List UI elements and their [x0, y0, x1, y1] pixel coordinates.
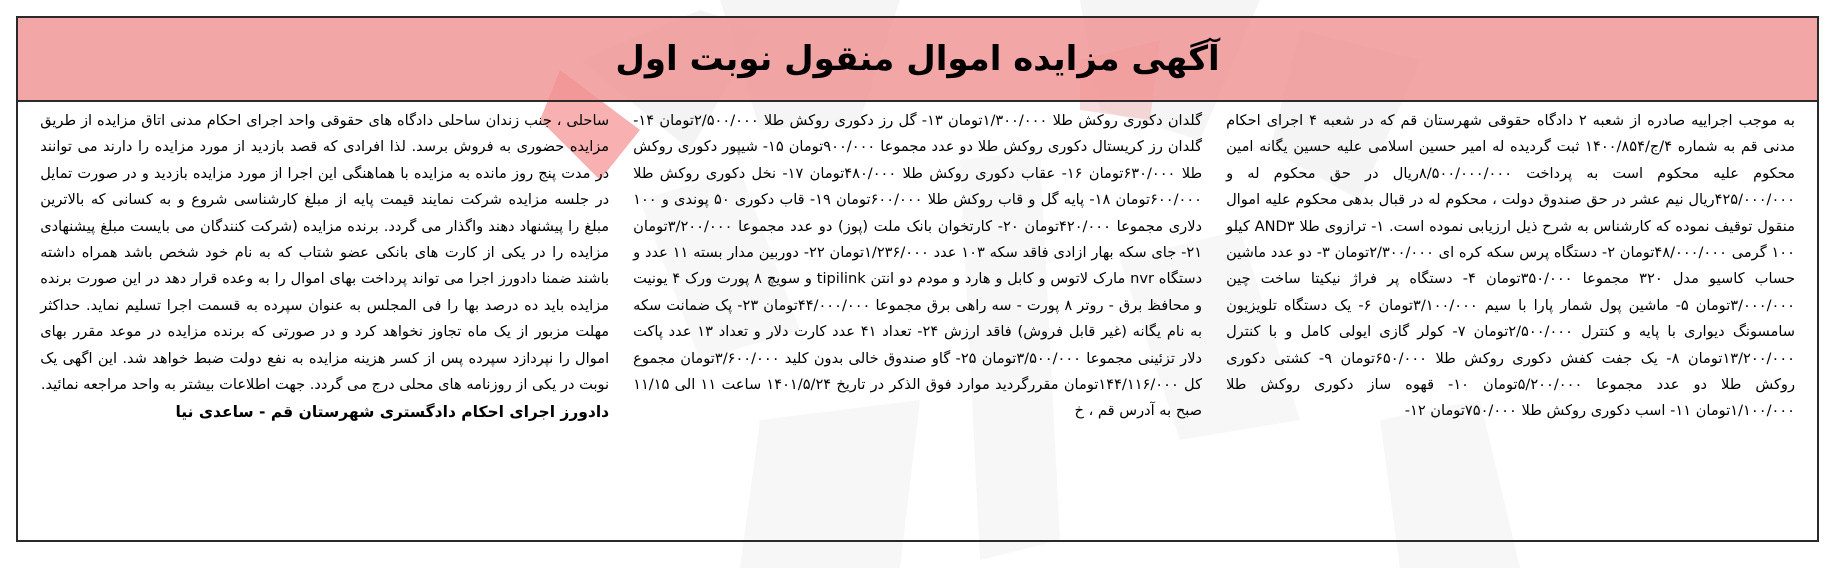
notice-title: آگهی مزایده اموال منقول نوبت اول [615, 39, 1220, 79]
column-right [1214, 108, 1807, 542]
column-middle [621, 108, 1214, 542]
column-left-text: ساحلی ، جنب زندان ساحلی دادگاه های حقوقی واحد اجرای احکام مدنی اتاق مزایده از طریق مزایده حضوری به فروش برسد. لذا افرادی که قصد بازدید از مورد مزایده را دارند می توانند در مدت پنج روز مانده به مزایده با هماهنگی این اجرا از مورد مزایده بازدید و در صورت تمایل در جلسه مزایده شرکت نمایند قیمت پایه از مبلغ کارشناسی شروع و به کسانی که بالاترین مبلغ را پیشنهاد دهند واگذار می گردد. برنده مزایده (شرکت کنندگان می بایست مبلغ پیشنهادی مزایده را در یکی از کارت های بانکی عضو شتاب که به نام خود شخص باشد همراه داشته باشند ضمنا دادورز اجرا می تواند پرداخت بهای اموال را به وعده قرار دهد در این صورت برنده مزایده باید ده درصد بها را فی المجلس به عنوان سپرده به قسمت اجرا تسلیم نماید. حداکثر مهلت مزبور از یک ماه تجاوز نخواهد کرد و در صورتی که برنده مزایده در موعد مقرر بهای اموال را نپردازد سپرده پس از کسر هزینه مزایده به نفع دولت ضبط خواهد شد. این اگهی یک نوبت در یکی از روزنامه های محلی درج می گردد. جهت اطلاعات بیشتر به واحد مراجعه نمائید. [40, 112, 610, 394]
column-right-text: به موجب اجراییه صادره از شعبه ۲ دادگاه حقوقی شهرستان قم که در شعبه ۴ اجرای احکام مدنی قم به شماره ۴/ج/۱۴۰۰/۸۵۴ ثبت گردیده له امیر حسین اسلامی علیه حسین یگانه امین محکوم علیه محکوم است به پرداخت ۸/۵۰۰/۰۰۰/۰۰۰ریال در حق محکوم له و ۴۲۵/۰۰۰/۰۰۰ریال نیم عشر در حق صندوق دولت ، محکوم له در قبال بدهی محکوم علیه اموال منقول توقیف نموده که کارشناس به شرح ذیل ارزیابی نموده است. ۱- ترازوی طلا AND۳ کیلو ۱۰۰ گرمی ۴۸/۰۰۰/۰۰۰تومان ۲- دستگاه پرس سکه کره ای ۲/۳۰۰/۰۰۰تومان ۳- دو عدد ماشین حساب کاسیو مدل ۳۲۰ مجموعا ۳۵۰/۰۰۰تومان ۴- دستگاه پر فراژ نیکیتا ساخت چین ۳/۰۰۰/۰۰۰تومان ۵- ماشین پول شمار پارا با سیم ۳/۱۰۰/۰۰۰تومان ۶- یک دستگاه تلویزیون سامسونگ دیواری با پایه و کنترل ۲/۵۰۰/۰۰۰تومان ۷- کولر گازی ایولی کامل و با کنترل ۱۳/۲۰۰/۰۰۰تومان ۸- یک جفت کفش دکوری روکش طلا ۶۵۰/۰۰۰تومان ۹- کشتی دکوری روکش طلا دو عدد مجموعا ۵/۲۰۰/۰۰۰تومان ۱۰- قهوه ساز دکوری روکش طلا ۱/۱۰۰/۰۰۰تومان ۱۱- اسب دکوری روکش طلا ۷۵۰/۰۰۰تومان ۱۲- [1226, 112, 1795, 420]
column-middle-text: گلدان دکوری روکش طلا ۱/۳۰۰/۰۰۰تومان ۱۳- گل رز دکوری روکش طلا ۲/۵۰۰/۰۰۰تومان ۱۴- گلدان رز کریستال دکوری روکش طلا دو عدد مجموعا ۹۰۰/۰۰۰تومان ۱۵- شیپور دکوری روکش طلا ۶۳۰/۰۰۰تومان ۱۶- عقاب دکوری روکش طلا ۴۸۰/۰۰۰تومان ۱۷- نخل دکوری روکش طلا ۶۰۰/۰۰۰تومان ۱۸- پایه گل و قاب روکش طلا ۶۰۰/۰۰۰تومان ۱۹- قاب دکوری ۵۰ پوندی و ۱۰۰ دلاری مجموعا ۴۲۰/۰۰۰تومان ۲۰- کارتخوان بانک ملت (پوز) دو عدد مجموعا ۳/۲۰۰/۰۰۰تومان ۲۱- جای سکه بهار ازادی فاقد سکه ۱۰۳ عدد ۱/۲۳۶/۰۰۰تومان ۲۲- دوربین مدار بسته ۱۱ عدد و دستگاه nvr مارک لاتوس و کابل و هارد و مودم دو انتن tipilink و سویچ ۸ پورت ورک ۴ یونیت و محافظ برق - روتر ۸ پورت - سه راهی برق مجموعا ۴۴/۰۰۰/۰۰۰تومان ۲۳- پک ضمانت سکه به نام یگانه (غیر قابل فروش) فاقد ارزش ۲۴- تعداد ۴۱ عدد کارت دلار و تعداد ۱۳ عدد پاکت دلار تزئینی مجموعا ۳/۵۰۰/۰۰۰تومان ۲۵- گاو صندوق خالی بدون کلید ۳/۶۰۰/۰۰۰تومان مجموع کل ۱۴۴/۱۱۶/۰۰۰تومان مقررگردید موارد فوق الذکر در تاریخ ۱۴۰۱/۵/۲۴ ساعت ۱۱ الی ۱۱/۱۵ صبح به آدرس قم ، خ [633, 112, 1203, 420]
column-left [28, 108, 621, 542]
notice-header [18, 18, 1817, 102]
notice-columns [18, 102, 1817, 542]
signature: دادورز اجرای احکام دادگستری شهرستان قم - ساعدی نیا [175, 403, 610, 422]
notice-frame [16, 16, 1819, 542]
